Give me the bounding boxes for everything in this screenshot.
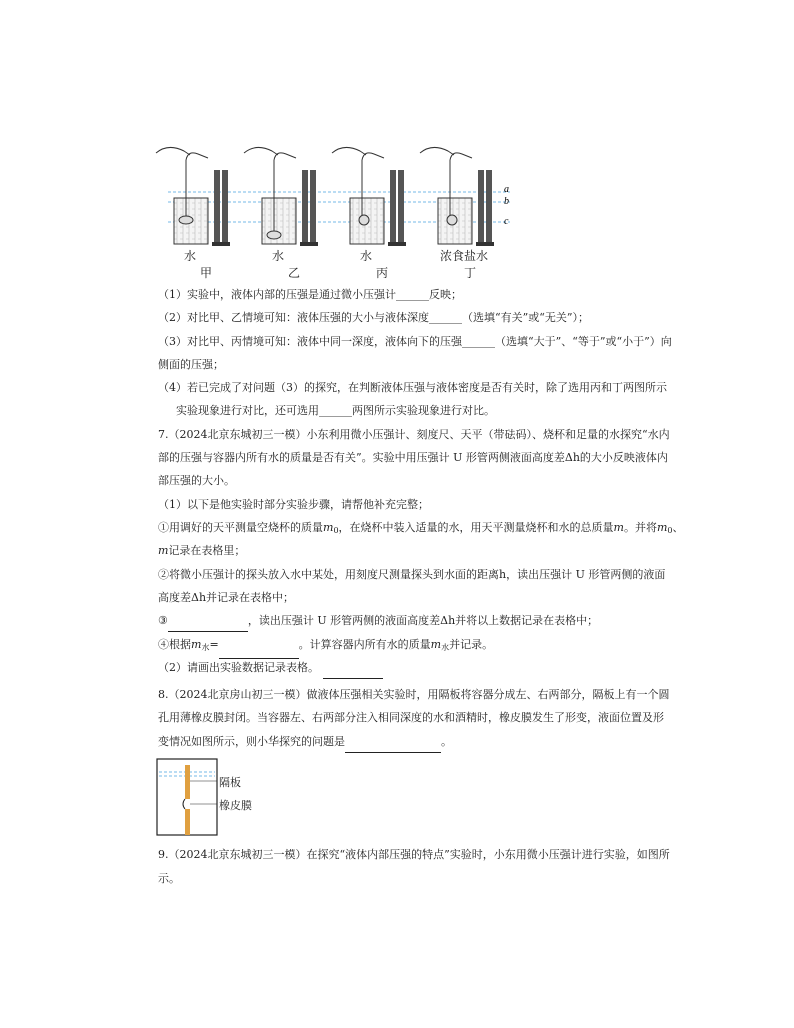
setup-label-ding: 丁 bbox=[463, 266, 476, 280]
q6-item-3-cont: 侧面的压强； bbox=[158, 358, 224, 371]
q7-step-2-cont: 高度差Δh并记录在表格中； bbox=[158, 591, 295, 604]
q8-stem-1: 8.（2024北京房山初三一模）做液体压强相关实验时，用隔板将容器分成左、右两部分，隔板上有一个圆 bbox=[158, 688, 670, 701]
q7-step-1-text-d: 记录在表格里； bbox=[168, 544, 246, 557]
q7-step-3-num: ③ bbox=[158, 614, 168, 627]
q6-item-3: （3）对比甲、丙情境可知：液体中同一深度，液体向下的压强______（选填“大于”、“等于”或“小于”）向 bbox=[158, 335, 672, 348]
q7-step-3-text: ，读出压强计 U 形管两侧的液面高度差Δh并将以上数据记录在表格中； bbox=[247, 614, 599, 627]
q7-step-1-text-b: ，在烧杯中装入适量的水，用天平测量烧杯和水的总质量 bbox=[338, 521, 614, 534]
q7-step-4-text-c: 并记录。 bbox=[449, 638, 494, 651]
symbol-m0-sub-2: 0 bbox=[667, 526, 673, 535]
setup-ding bbox=[420, 147, 494, 246]
q8-stem-3-text: 变情况如图所示，则小华探究的问题是 bbox=[158, 735, 345, 748]
q7-step-4-text-b: 。计算容器内所有水的质量 bbox=[298, 638, 431, 651]
setup-jia bbox=[156, 147, 230, 246]
q6-item-4-cont: 实验现象进行对比，还可选用______两图所示实验现象进行对比。 bbox=[176, 404, 495, 417]
q8-stem-2: 孔用薄橡皮膜封闭。当容器左、右两部分注入相同深度的水和酒精时，橡皮膜发生了形变，液面位置及形 bbox=[158, 711, 664, 724]
mark-c: c bbox=[504, 216, 509, 227]
mark-b: b bbox=[504, 196, 509, 207]
q6-item-4: （4）若已完成了对问题（3）的探究，在判断液体压强与液体密度是否有关时，除了选用丙和丁两图所示 bbox=[158, 381, 667, 394]
q7-step-2: ②将微小压强计的探头放入水中某处，用刻度尺测量探头到水面的距离h，读出压强计 U 形管两侧的液面 bbox=[158, 568, 666, 581]
q7-stem-3: 部压强的大小。 bbox=[158, 474, 235, 487]
q7-step-1-cont bbox=[158, 540, 638, 562]
setup-bing bbox=[332, 147, 406, 246]
setup-label-bing: 丙 bbox=[375, 266, 388, 280]
q7-step-4-eq: = bbox=[209, 638, 219, 651]
answer-blank-table[interactable] bbox=[323, 667, 383, 679]
partition-container-figure bbox=[155, 757, 275, 837]
symbol-m0-2: m bbox=[656, 521, 668, 534]
q8-stem-3 bbox=[158, 731, 638, 753]
setup-label-yi: 乙 bbox=[287, 266, 300, 280]
liquid-label-3: 水 bbox=[359, 249, 372, 263]
q7-part-2 bbox=[158, 657, 638, 679]
q7-stem-1: 7.（2024北京东城初三一模）小东利用微小压强计、刻度尺、天平（带砝码）、烧杯和足量的水探究“水内 bbox=[158, 428, 670, 441]
setup-yi bbox=[244, 147, 318, 246]
label-rubber-membrane: 橡皮膜 bbox=[219, 799, 252, 812]
symbol-mw: m bbox=[191, 638, 202, 651]
liquid-label-2: 水 bbox=[271, 249, 284, 263]
q7-part-2-text: （2）请画出实验数据记录表格。 bbox=[158, 661, 319, 674]
symbol-m-2: m bbox=[158, 544, 169, 557]
q7-stem-2: 部的压强与容器内所有水的质量是否有关”。实验中用压强计 U 形管两侧液面高度差Δh的大小反映液体内 bbox=[158, 451, 668, 464]
liquid-label-4: 浓食盐水 bbox=[439, 249, 488, 263]
label-partition: 隔板 bbox=[219, 776, 241, 789]
symbol-mw-2: m bbox=[430, 638, 442, 651]
symbol-mw-sub-2: 水 bbox=[441, 643, 450, 652]
q6-item-1: （1）实验中，液体内部的压强是通过微小压强计______反映； bbox=[158, 288, 462, 301]
q7-part-1: （1）以下是他实验时部分实验步骤，请帮他补充完整； bbox=[158, 498, 429, 511]
answer-blank-q8[interactable] bbox=[345, 741, 441, 753]
answer-blank-step3[interactable] bbox=[168, 620, 248, 632]
liquid-label-1: 水 bbox=[183, 249, 196, 263]
q9-stem-2: 示。 bbox=[158, 872, 180, 885]
symbol-m0: m bbox=[323, 521, 334, 534]
q9-stem-1: 9.（2024北京东城初三一模）在探究“液体内部压强的特点”实验时，小东用微小压强计进行实验，如图所 bbox=[158, 848, 670, 861]
q7-step-1: ①用调好的天平测量空烧杯的质量$m_0$，在烧杯中装入适量的水，用天平测量烧杯和水的总质量m。并将$m_0$、 bbox=[158, 521, 684, 535]
symbol-mw-sub: 水 bbox=[201, 643, 210, 652]
q7-step-4 bbox=[158, 634, 638, 659]
mark-a: a bbox=[504, 184, 509, 195]
q7-step-1-text-a: ①用调好的天平测量空烧杯的质量 bbox=[158, 521, 323, 534]
setup-label-jia: 甲 bbox=[199, 266, 212, 280]
symbol-m: m bbox=[613, 521, 624, 534]
q8-stem-3-end: 。 bbox=[441, 735, 452, 748]
q6-item-2: （2）对比甲、乙情境可知：液体压强的大小与液体深度______（选填“有关”或“无关”）； bbox=[158, 311, 589, 324]
symbol-m0-sub: 0 bbox=[333, 526, 339, 535]
q7-step-3 bbox=[158, 610, 638, 632]
q7-step-1-text-c: 。并将 bbox=[623, 521, 657, 534]
q7-step-4-text-a: ④根据 bbox=[158, 638, 191, 651]
